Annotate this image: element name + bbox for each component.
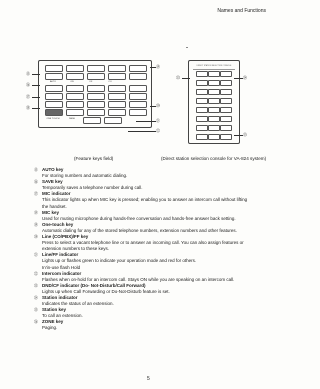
figure-caption-left: (Feature keys field) — [74, 156, 114, 161]
figure-caption-right: (Direct station selection console for VA-824 system) — [161, 156, 267, 161]
item-number: ⑰ — [34, 192, 38, 197]
item-number: ㉓ — [34, 283, 38, 288]
callout-19: ⑲ — [156, 64, 160, 69]
item-title: Line/FF indicator — [42, 252, 79, 258]
callout-17: ⑰ — [26, 94, 30, 99]
item-number: ⑮ — [34, 168, 38, 172]
item-title: AUTO key — [42, 167, 64, 172]
item-title: Line (CO/PBX)/FF key — [42, 234, 89, 240]
panel-key-label: ON — [70, 81, 74, 83]
item-description: Indicates the status of an extension. — [42, 301, 114, 307]
callout-22: ㉒ — [156, 128, 160, 133]
item-title: MIC indicator — [42, 191, 71, 197]
panel-key-label: PAGE — [69, 118, 75, 120]
item-number: ⑱ — [34, 210, 38, 215]
callout-25: ㉕ — [243, 132, 247, 137]
dss-console — [188, 60, 240, 144]
item-number: ⑲ — [34, 222, 38, 227]
list-item — [34, 167, 278, 179]
item-number: ㉖ — [34, 320, 38, 325]
callout-20: ⑳ — [156, 103, 160, 108]
item-number: ㉕ — [34, 308, 38, 313]
list-item — [34, 295, 278, 307]
callout-16: ⑯ — [26, 82, 30, 87]
item-description: Press to select a vacant telephone line or to answer an incoming call. You can also assign features or — [42, 240, 244, 246]
list-item — [34, 210, 278, 222]
item-description: This indicator lights up when MIC key is pressed; enabling you to answer an intercom call without lifting — [42, 197, 248, 203]
item-title: ZONE key — [42, 319, 64, 325]
list-item — [34, 271, 278, 283]
page-header: Names and Functions — [217, 8, 266, 14]
panel-key-label: ONE TOUCH — [46, 118, 60, 120]
list-item — [34, 307, 278, 319]
item-number: ⑳ — [34, 235, 38, 240]
callout-15: ⑮ — [26, 71, 30, 76]
item-description: Used for muting microphone during hands-free conversation and hands-free answer back setting. — [42, 215, 236, 221]
list-item — [34, 234, 278, 252]
item-description: For storing numbers and automatic dialing. — [42, 173, 128, 179]
callout-24: ㉔ — [243, 75, 247, 80]
list-item — [34, 222, 278, 234]
item-description: Automatic dialing for any of the stored telephone numbers, extension numbers and other features. — [42, 227, 237, 233]
list-item — [34, 252, 278, 270]
console-label: DIRECT STATION SELECTION CONSOLE — [193, 65, 235, 70]
item-number: ㉔ — [34, 295, 38, 300]
item-number: ㉒ — [34, 271, 38, 276]
item-title: Intercom indicator — [42, 270, 82, 276]
list-item — [34, 283, 278, 295]
item-title: SAVE key — [42, 179, 63, 185]
page-number: 5 — [147, 376, 150, 382]
item-description: Flashes when on-hold for an intercom call. Stays ON while you are speaking on an intercom call. — [42, 276, 235, 282]
key-descriptions — [34, 167, 278, 332]
item-number: ⑯ — [34, 180, 38, 185]
panel-key-label: AUTO — [49, 81, 57, 83]
item-description: Paging. — [42, 325, 58, 331]
item-title: MIC key — [42, 209, 60, 215]
item-description: Temporarily saves a telephone number during call. — [42, 185, 143, 191]
item-description: the handset. — [42, 203, 67, 209]
item-number: ㉑ — [34, 253, 38, 258]
scan-mark — [186, 47, 188, 48]
item-title: One-touch key — [42, 221, 74, 227]
callout-23: ㉓ — [176, 75, 180, 80]
item-description: Lights up when Call Forwarding or Do-Not-Disturb feature is set. — [42, 288, 170, 294]
item-title: DND/CF indicator (Do- Not-Disturb/Call Forward) — [42, 282, 146, 288]
item-description: extension numbers to these keys. — [42, 246, 110, 252]
list-item — [34, 319, 278, 331]
item-title: Station key — [42, 307, 67, 313]
item-description: In'in-use flash Hold — [42, 264, 81, 270]
list-item — [34, 191, 278, 209]
callout-18: ⑱ — [26, 105, 30, 110]
panel-key-label: FF — [89, 81, 93, 83]
panel-key-label: CO — [108, 81, 112, 83]
item-description: To call an extension. — [42, 313, 83, 319]
callout-21: ㉑ — [156, 118, 160, 123]
item-title: Station indicator — [42, 294, 78, 300]
list-item — [34, 179, 278, 191]
item-description: Lights up or flashes green to indicate your operation mode and red for others. — [42, 258, 197, 264]
feature-keys-panel — [38, 60, 152, 128]
